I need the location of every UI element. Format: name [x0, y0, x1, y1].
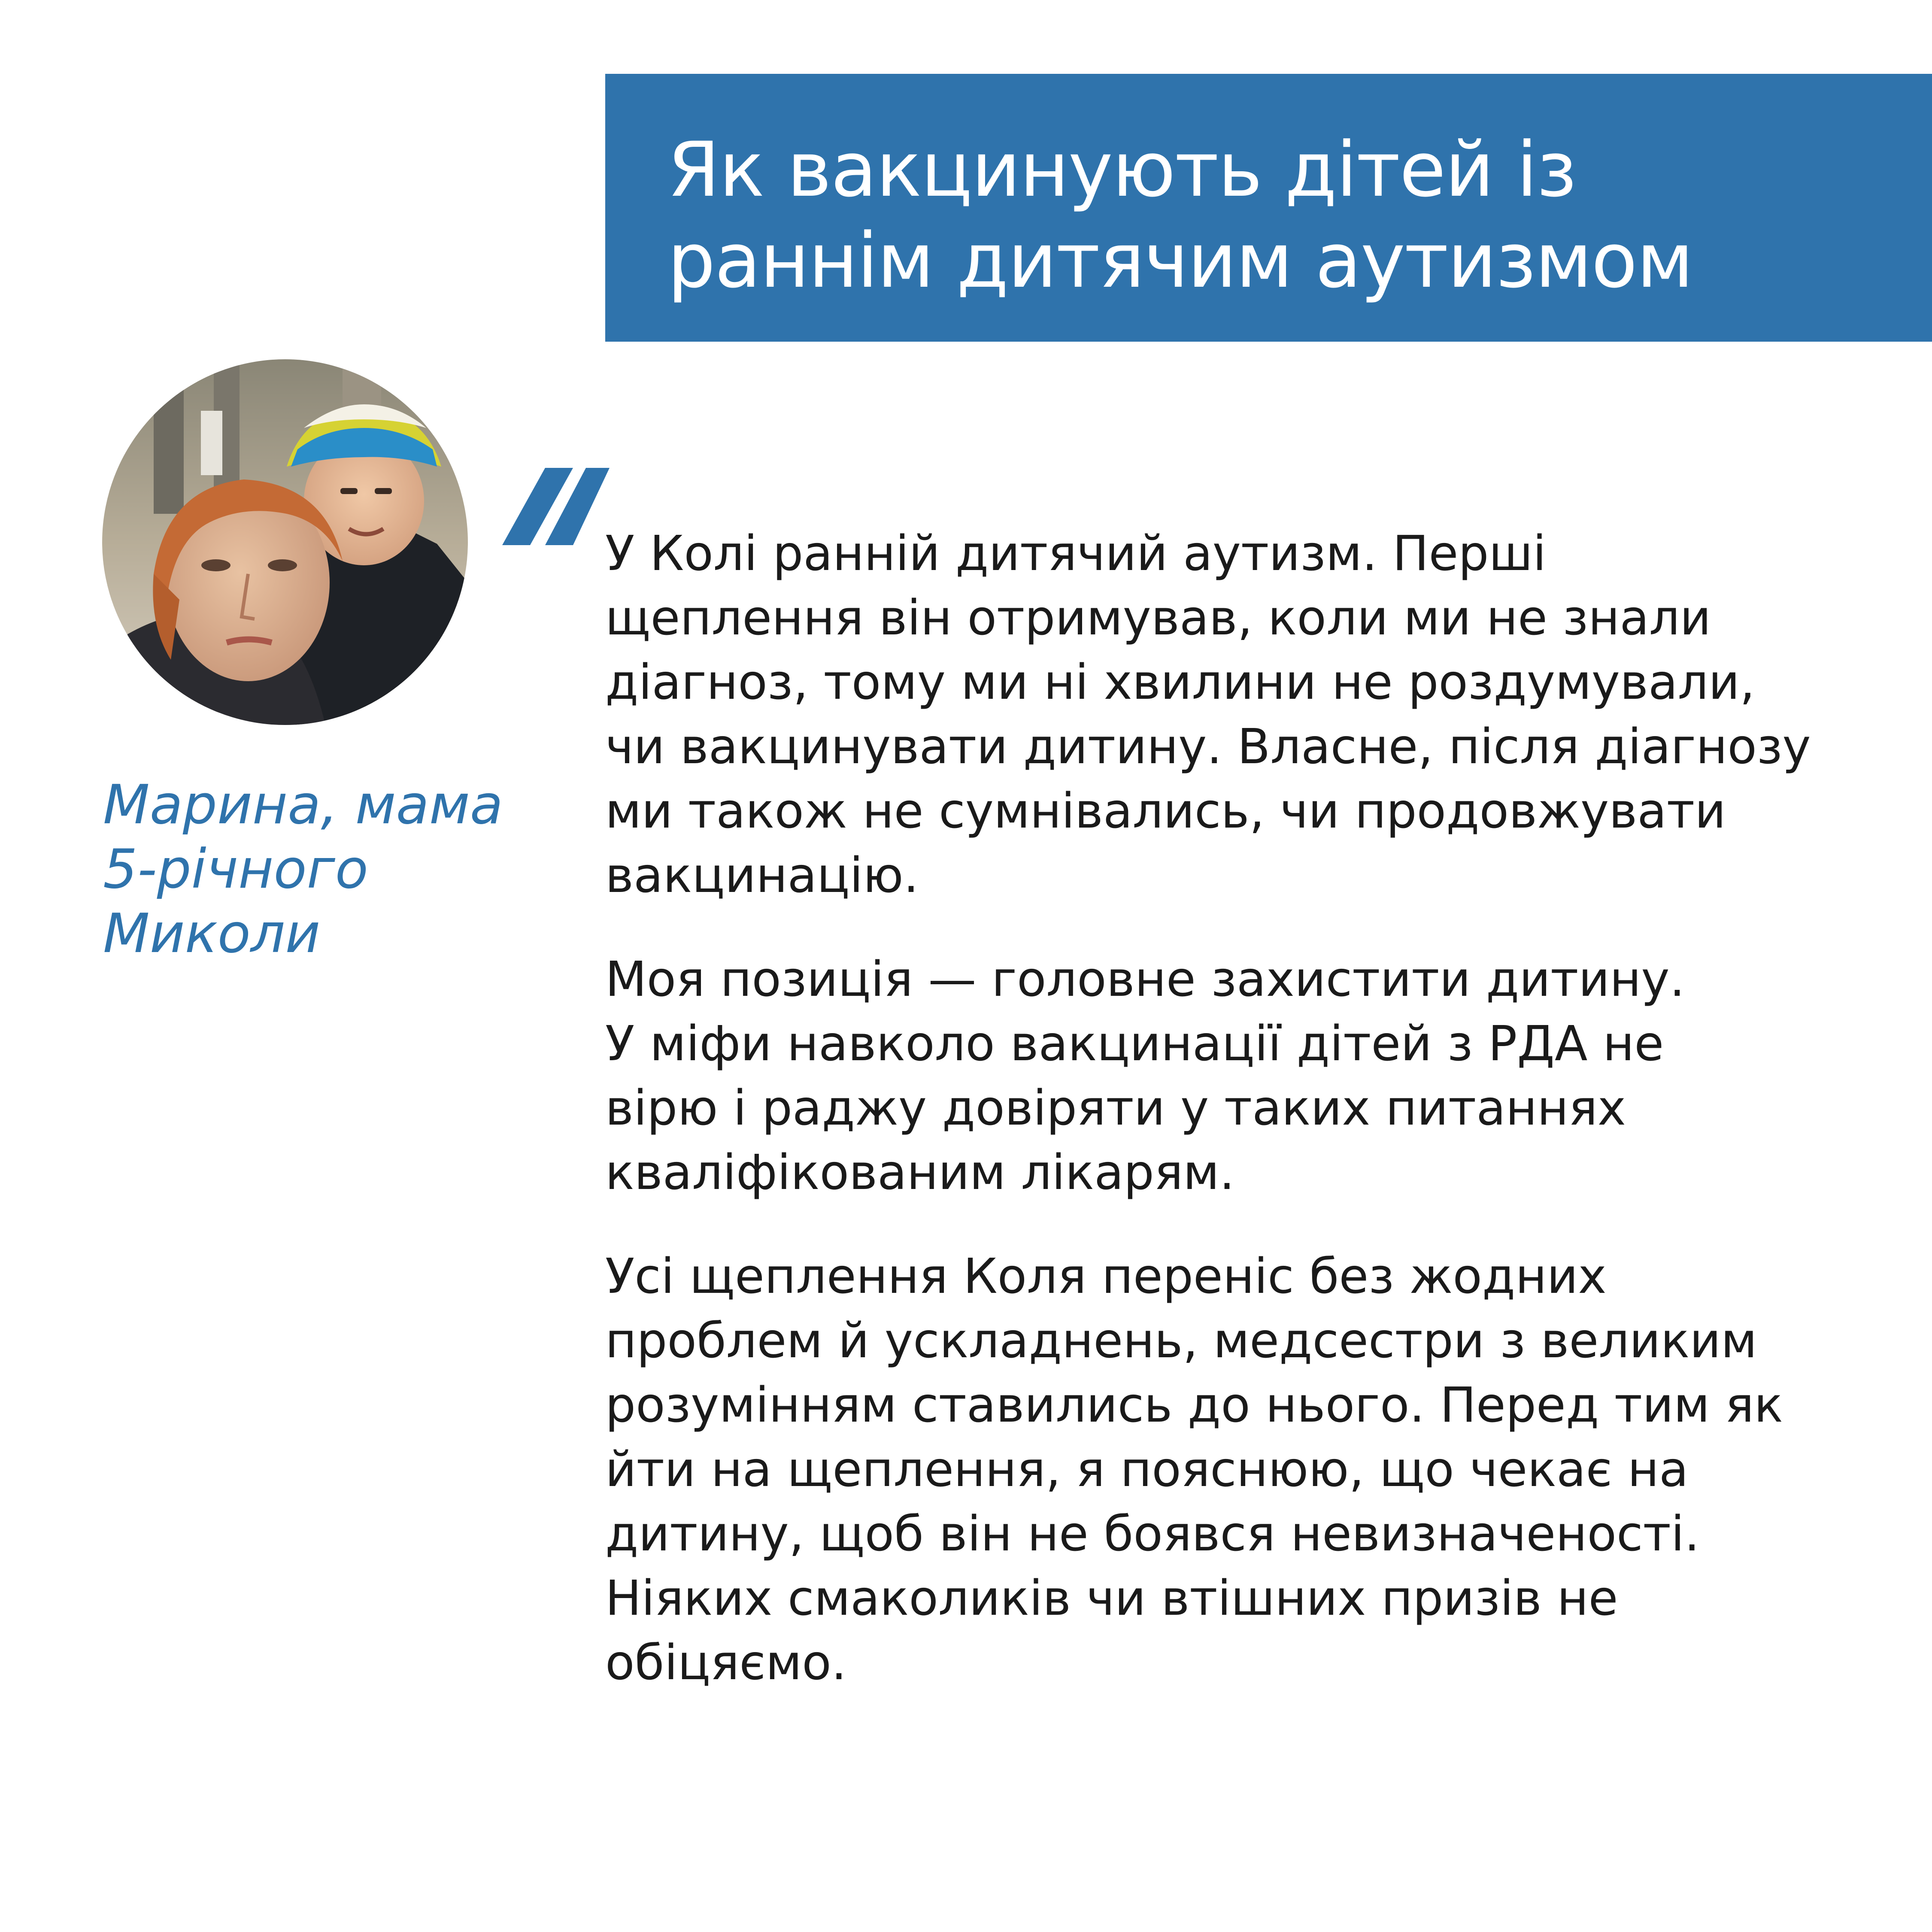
- author-line-3: Миколи: [103, 902, 321, 965]
- author-line-2: 5-річного: [103, 837, 368, 901]
- quote-paragraph-1: [605, 522, 1871, 908]
- quote-body: [605, 522, 1871, 1735]
- quote-line: ми також не сумнівались, чи продовжувати: [605, 783, 1726, 839]
- quote-line: щеплення він отримував, коли ми не знали: [605, 590, 1711, 646]
- quote-line: кваліфікованим лікарям.: [605, 1145, 1235, 1201]
- quote-line: Ніяких смаколиків чи втішних призів не: [605, 1571, 1618, 1626]
- quote-line: проблем й ускладнень, медсестри з великим: [605, 1313, 1757, 1369]
- quote-line: У Колі ранній дитячий аутизм. Перші: [605, 526, 1547, 582]
- quote-line: вакцинацію.: [605, 848, 919, 904]
- title-line-2: раннім дитячим аутизмом: [667, 217, 1693, 305]
- quote-line: Усі щеплення Коля переніс без жодних: [605, 1249, 1607, 1304]
- title-banner: [605, 74, 1932, 342]
- quote-line: йти на щеплення, я пояснюю, що чекає на: [605, 1442, 1689, 1498]
- avatar-photo: [102, 359, 468, 725]
- author-caption: [103, 773, 575, 966]
- quote-paragraph-2: [605, 947, 1871, 1205]
- title-line-1: Як вакцинують дітей із: [667, 126, 1576, 214]
- quote-line: діагноз, тому ми ні хвилини не роздумували,: [605, 655, 1755, 710]
- quote-line: дитину, щоб він не боявся невизначеності.: [605, 1506, 1700, 1562]
- quote-line: вірю і раджу довіряти у таких питаннях: [605, 1080, 1626, 1136]
- author-line-1: Марина, мама: [103, 773, 503, 836]
- quote-line: У міфи навколо вакцинації дітей з РДА не: [605, 1016, 1664, 1072]
- quote-line: обіцяємо.: [605, 1635, 847, 1691]
- quote-line: Моя позиція — головне захистити дитину.: [605, 952, 1685, 1007]
- quote-line: чи вакцинувати дитину. Власне, після діагнозу: [605, 719, 1811, 775]
- quote-paragraph-3: [605, 1244, 1871, 1695]
- quote-mark-icon: [498, 468, 610, 549]
- quote-line: розумінням ставились до нього. Перед тим як: [605, 1377, 1783, 1433]
